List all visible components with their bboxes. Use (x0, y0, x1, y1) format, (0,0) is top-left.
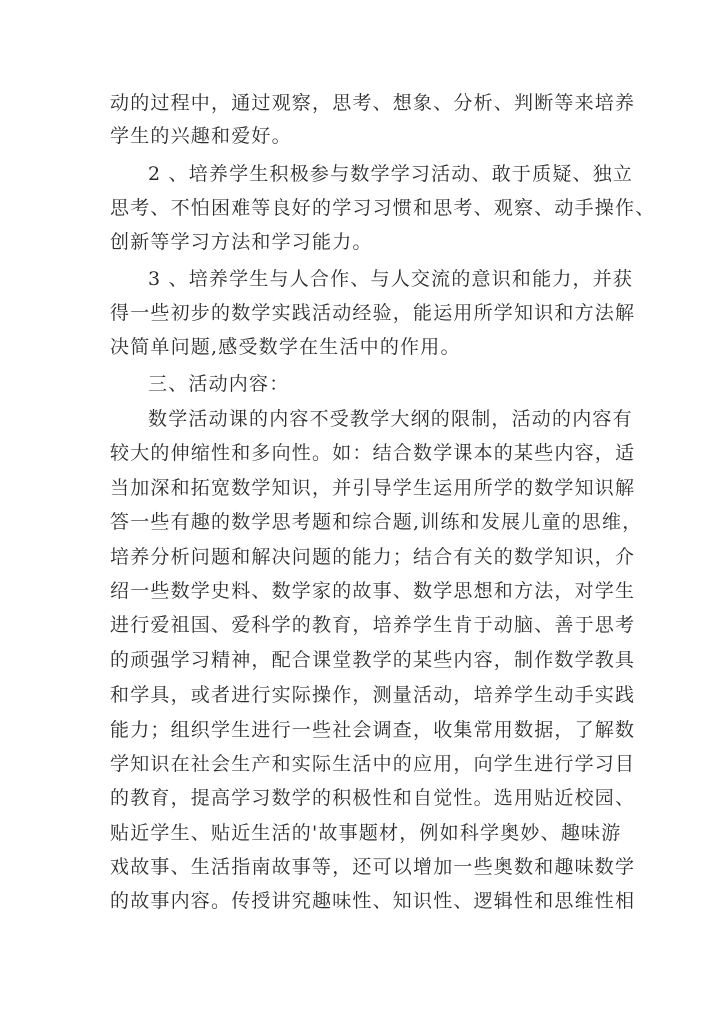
text-line: 能力；组织学生进行一些社会调查，收集常用数据，了解数 (110, 719, 636, 741)
text-line: 思考、不怕困难等良好的学习习惯和思考、观察、动手操作、 (110, 197, 656, 219)
text-line: 创新等学习方法和学习能力。 (110, 231, 373, 253)
text-line: 进行爱祖国、爱科学的教育，培养学生肯于动脑、善于思考 (110, 614, 636, 636)
text-line: 得一些初步的数学实践活动经验，能运用所学知识和方法解 (110, 302, 636, 324)
text-line: 动的过程中，通过观察，思考、想象、分析、判断等来培养 (110, 92, 636, 114)
text-line: 决简单问题,感受数学在生活中的作用。 (110, 336, 461, 358)
text-line: 答一些有趣的数学思考题和综合题,训练和发展儿童的思维， (110, 511, 643, 533)
section-heading: 三、活动内容： (148, 373, 290, 395)
text-line: 较大的伸缩性和多向性。如：结合数学课本的某些内容，适 (110, 442, 636, 464)
text-line: 贴近学生、贴近生活的'故事题材，例如科学奥妙、趣味游 (110, 822, 622, 844)
text-line: 2 、培养学生积极参与数学学习活动、敢于质疑、独立 (148, 163, 634, 185)
text-line: 的故事内容。传授讲究趣味性、知识性、逻辑性和思维性相 (110, 890, 636, 912)
text-line: 的顽强学习精神，配合课堂教学的某些内容，制作数学教具 (110, 649, 636, 671)
text-line: 3 、培养学生与人合作、与人交流的意识和能力，并获 (148, 268, 634, 290)
text-line: 培养分析问题和解决问题的能力；结合有关的数学知识，介 (110, 546, 636, 568)
text-line: 绍一些数学史料、数学家的故事、数学思想和方法，对学生 (110, 580, 636, 602)
text-line: 数学活动课的内容不受教学大纲的限制，活动的内容有 (148, 408, 633, 430)
text-line: 的教育，提高学习数学的积极性和自觉性。选用贴近校园、 (110, 787, 636, 809)
text-line: 学生的兴趣和爱好。 (110, 125, 292, 147)
text-line: 和学具，或者进行实际操作，测量活动，培养学生动手实践 (110, 684, 636, 706)
text-line: 学知识在社会生产和实际生活中的应用，向学生进行学习目 (110, 753, 636, 775)
text-line: 戏故事、生活指南故事等，还可以增加一些奥数和趣味数学 (110, 856, 636, 878)
text-line: 当加深和拓宽数学知识，并引导学生运用所学的数学知识解 (110, 477, 636, 499)
